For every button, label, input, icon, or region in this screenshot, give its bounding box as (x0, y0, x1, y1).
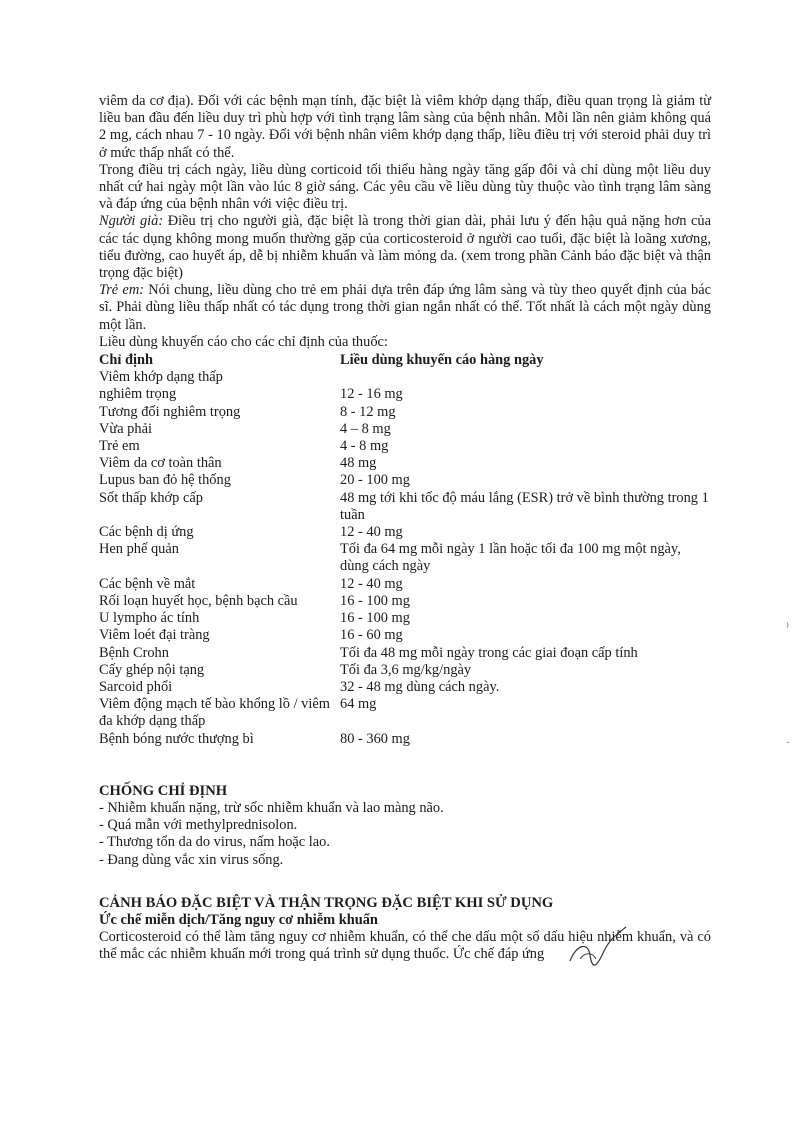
dose-cell: 12 - 40 mg (340, 524, 403, 541)
children-paragraph (99, 282, 711, 334)
header-indication: Chỉ định (99, 352, 154, 369)
signature-mark (566, 925, 630, 975)
table-row (99, 593, 711, 610)
dosage-paragraph-2: Trong điều trị cách ngày, liều dùng corticoid tối thiểu hàng ngày tăng gấp đôi và chỉ dùng một liều duy nhất cứ hai ngày một lần vào lúc 8 giờ sáng. Các yêu cầu về liều dùng tùy thuộc vào tình trạng lâm sàng và đáp ứng của bệnh nhân với việc điều trị. (99, 161, 711, 213)
table-row (99, 386, 711, 403)
document-page (99, 93, 711, 964)
indication-cell: Rối loạn huyết học, bệnh bạch cầu (99, 592, 298, 609)
table-row (99, 731, 711, 748)
indication-cell: Các bệnh về mắt (99, 575, 196, 592)
dose-cell: 4 – 8 mg (340, 420, 391, 437)
dose-cell: 16 - 60 mg (340, 627, 403, 644)
elderly-label: Người già: (99, 213, 164, 230)
dose-cell: 8 - 12 mg (340, 403, 396, 420)
dose-cell: 48 mg (340, 455, 377, 472)
dose-table-header (99, 352, 711, 369)
dose-cell: 16 - 100 mg (340, 610, 410, 627)
dose-cell: Tối đa 64 mg mỗi ngày 1 lần hoặc tối đa 100 mg một ngày, dùng cách ngày (340, 541, 681, 575)
indication-cell: Bệnh Crohn (99, 644, 169, 661)
dose-cell: 64 mg (340, 696, 377, 713)
indication-cell: Sarcoid phổi (99, 678, 173, 695)
warnings-heading: CẢNH BÁO ĐẶC BIỆT VÀ THẬN TRỌNG ĐẶC BIỆT KHI SỬ DỤNG (99, 894, 554, 911)
table-row (99, 455, 711, 472)
indication-cell: Cấy ghép nội tạng (99, 661, 205, 678)
indication-cell: Viêm da cơ toàn thân (99, 455, 222, 472)
table-row (99, 627, 711, 644)
table-row (99, 679, 711, 696)
scan-edge-mark: · (786, 735, 790, 749)
table-row (99, 662, 711, 679)
dose-cell (340, 369, 711, 386)
dose-cell: 48 mg tới khi tốc độ máu lắng (ESR) trở về bình thường trong 1 tuần (340, 489, 709, 523)
indication-cell: Các bệnh dị ứng (99, 524, 194, 541)
elderly-paragraph (99, 213, 711, 282)
contraindications-section (99, 783, 711, 869)
dose-cell: 12 - 16 mg (340, 386, 403, 403)
dose-cell: Tối đa 3,6 mg/kg/ngày (340, 661, 472, 678)
indication-cell: Trẻ em (99, 438, 140, 455)
dose-cell: 80 - 360 mg (340, 730, 410, 747)
indication-cell: nghiêm trọng (99, 386, 177, 403)
warnings-subheading: Ức chế miễn dịch/Tăng nguy cơ nhiễm khuẩn (99, 911, 378, 928)
dose-table (99, 352, 711, 748)
indication-cell: U lympho ác tính (99, 610, 200, 627)
table-row (99, 541, 711, 575)
header-dose: Liều dùng khuyến cáo hàng ngày (340, 352, 544, 369)
contraindications-list (99, 800, 711, 869)
table-row (99, 524, 711, 541)
indication-cell: Viêm khớp dạng thấp (99, 369, 223, 386)
dosage-paragraph-1: viêm da cơ địa). Đối với các bệnh mạn tính, đặc biệt là viêm khớp dạng thấp, điều quan trọng là giảm từ liều ban đầu đến liều duy trì phù hợp với tình trạng lâm sàng của bệnh nhân. Mỗi lần nên giảm không quá 2 mg, cách nhau 7 - 10 ngày. Đối với bệnh nhân viêm khớp dạng thấp, liều điều trị với steroid phải duy trì ở mức thấp nhất có thể. (99, 93, 711, 161)
dose-cell: 20 - 100 mg (340, 472, 410, 489)
indication-cell: Viêm loét đại tràng (99, 627, 210, 644)
table-row (99, 610, 711, 627)
dose-cell: 4 - 8 mg (340, 438, 389, 455)
table-row (99, 472, 711, 489)
indication-cell: Tương đối nghiêm trọng (99, 403, 241, 420)
table-row (99, 421, 711, 438)
children-label: Trẻ em: (99, 282, 145, 299)
list-item: - Nhiễm khuẩn nặng, trừ sốc nhiễm khuẩn và lao màng não. (99, 799, 444, 816)
indication-cell: Lupus ban đỏ hệ thống (99, 472, 231, 489)
table-row (99, 369, 711, 386)
dose-cell: 16 - 100 mg (340, 592, 410, 609)
contraindications-heading: CHỐNG CHỈ ĐỊNH (99, 782, 228, 799)
table-row (99, 490, 711, 524)
list-item: - Đang dùng vắc xin virus sống. (99, 851, 284, 868)
list-item: - Thương tổn da do virus, nấm hoặc lao. (99, 834, 330, 851)
table-row (99, 576, 711, 593)
indication-cell: Sốt thấp khớp cấp (99, 489, 203, 506)
elderly-text: Điều trị cho người già, đặc biệt là trong thời gian dài, phải lưu ý đến hậu quả nặng hơn của các tác dụng không mong muốn thường gặp của corticosteroid ở người cao tuổi, đặc biệt là loãng xương, tiểu đường, cao huyết áp, dễ bị nhiễm khuẩn và làm mỏng da. (xem trong phần Cảnh báo đặc biệt và thận trọng đặc biệt) (99, 213, 711, 282)
table-row (99, 438, 711, 455)
table-intro: Liều dùng khuyến cáo cho các chỉ định của thuốc: (99, 333, 388, 350)
table-row (99, 404, 711, 421)
dose-table-body (99, 369, 711, 747)
indication-cell: Vừa phải (99, 420, 152, 437)
dose-cell: Tối đa 48 mg mỗi ngày trong các giai đoạn cấp tính (340, 644, 638, 661)
warnings-text: Corticosteroid có thể làm tăng nguy cơ nhiễm khuẩn, có thể che dấu một số dấu hiệu nhiễm khuẩn, và có thể mắc các nhiễm khuẩn mới trong quá trình sử dụng thuốc. Ức chế đáp ứng (99, 929, 711, 963)
scan-edge-mark: ⁾ (786, 620, 789, 634)
dose-cell: 12 - 40 mg (340, 575, 403, 592)
list-item: - Quá mẫn với methylprednisolon. (99, 817, 298, 834)
table-row (99, 645, 711, 662)
table-row (99, 696, 711, 730)
indication-cell: Hen phế quản (99, 541, 179, 558)
indication-cell: Viêm động mạch tế bào khổng lồ / viêm đa khớp dạng thấp (99, 696, 330, 730)
dose-cell: 32 - 48 mg dùng cách ngày. (340, 678, 500, 695)
indication-cell: Bệnh bóng nước thượng bì (99, 730, 254, 747)
children-text: Nói chung, liều dùng cho trẻ em phải dựa trên đáp ứng lâm sàng và tùy theo quyết định của bác sĩ. Phải dùng liều thấp nhất có tác dụng trong thời gian ngắn nhất có thể. Tốt nhất là cách một ngày dùng một lần. (99, 282, 711, 333)
